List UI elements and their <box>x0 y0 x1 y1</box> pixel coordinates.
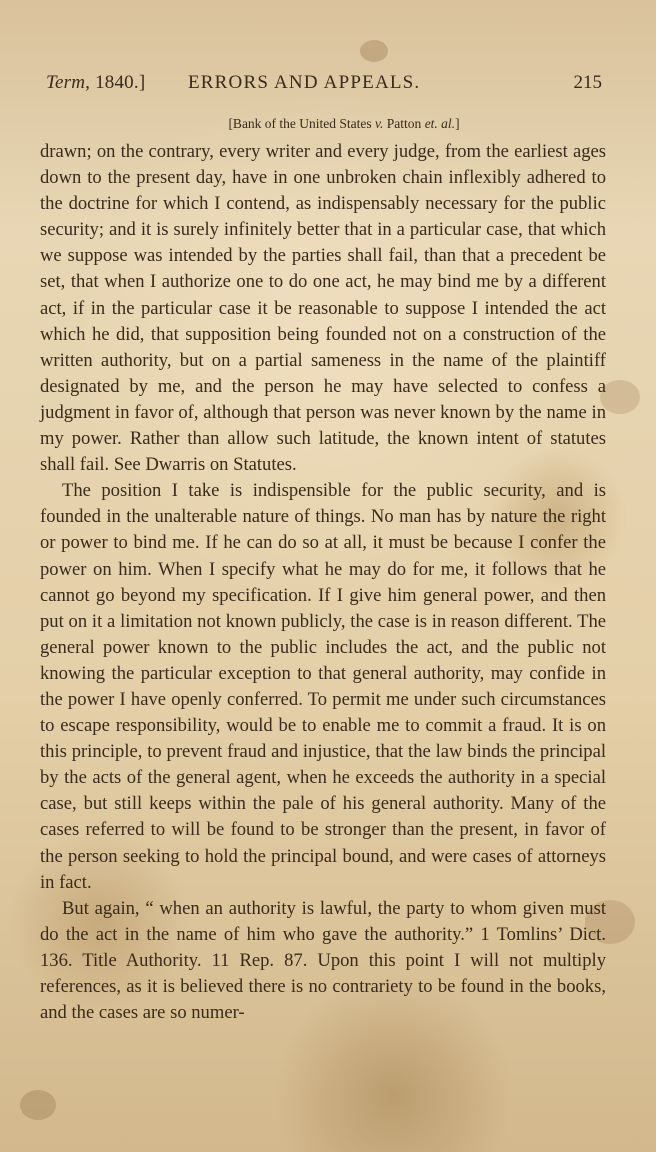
term-year: 1840.] <box>95 72 146 93</box>
paragraph: The position I take is indispensible for the public security, and is founded in the unalterable nature of things. No man has by nature the right or power to bind me. If he can do so at all, it must be because I confer the power on him. When I specify what he may do for me, it follows that he cannot go beyond my specification. If I give him general power, and then put on it a limitation not known publicly, the case is in reason different. The general power known to the public includes the act, and the public not knowing the particular exception to that general authority, may confide in the power I have openly conferred. To permit me under such circumstances to escape responsibility, would be to enable me to commit a fraud. It is on this principle, to prevent fraud and injustice, that the law binds the principal by the acts of the general agent, when he exceeds the authority in a special case, but still keeps within the pale of his general authority. Many of the cases referred to will be found to be stronger than the present, in favor of the person seeking to hold the principal bound, and were cases of attorneys in fact. <box>40 480 606 893</box>
case-ref-suffix: ] <box>455 116 460 131</box>
case-ref-etal: et. al. <box>424 116 456 131</box>
running-header <box>0 72 656 100</box>
term-label <box>46 72 145 94</box>
case-ref-middle: Patton <box>383 116 425 131</box>
running-title: ERRORS AND APPEALS. <box>188 72 421 93</box>
case-ref-prefix: [Bank of the United States <box>228 116 376 131</box>
paragraph: But again, “ when an authority is lawful, the party to whom given must do the act in the name of him who gave the authority.” 1 Tomlins’ Dict. 136. Title Authority. 11 Rep. 87. Upon this point I will not multiply references, as it is believed there is no contrariety to be found in the books, and the cases are so numer- <box>40 897 606 1024</box>
term-word: Term, <box>46 72 91 93</box>
stain-spot <box>360 40 388 62</box>
case-ref-versus: v. <box>375 116 384 131</box>
case-reference <box>0 116 656 132</box>
paragraph: drawn; on the contrary, every writer and every judge, from the earliest ages down to the present day, have in one unbroken chain inflexibly adhered to the doctrine for which I contend, as indispensably necessary for the public security; and it is surely infinitely better that in a particular case, that which we suppose was intended by the parties shall fail, than that a precedent be set, that when I authorize one to do one act, he may bind me by a different act, if in the particular case it be reasonable to suppose I intended the act which he did, that supposition being founded not on a construction of the written authority, but on a partial sameness in the name of the plaintiff designated by me, and the person he may have selected to confess a judgment in favor of, although that person was never known by the name in my power. Rather than allow such latitude, the known intent of statutes shall fail. See Dwarris on Statutes. <box>40 141 606 476</box>
stain-spot <box>20 1090 56 1120</box>
body-text <box>40 139 606 1026</box>
stain-spot <box>600 380 640 414</box>
page-number: 215 <box>573 72 602 93</box>
